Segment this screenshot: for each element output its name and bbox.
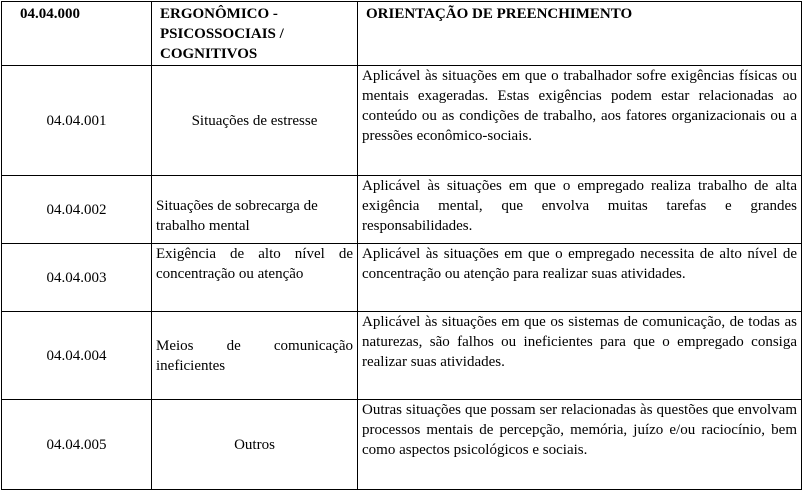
row-category: Situações de estresse — [152, 66, 358, 176]
row-guidance: Aplicável às situações em que os sistemas de comunicação, de todas as naturezas, são falhos ou ineficientes para que o empregado consiga realizar suas atividades. — [358, 312, 802, 400]
row-category: Situações de sobrecarga de trabalho mental — [152, 176, 358, 244]
row-category: Outros — [152, 400, 358, 490]
table-header-row — [2, 2, 802, 66]
row-guidance: Aplicável às situações em que o empregado realiza trabalho de alta exigência mental, que envolva muitas tarefas e grandes responsabilidades. — [358, 176, 802, 244]
table-row — [2, 244, 802, 312]
risk-classification-table — [1, 1, 802, 490]
row-category: Meios de comunicação ineficientes — [152, 312, 358, 400]
row-code: 04.04.003 — [2, 244, 152, 312]
row-guidance: Aplicável às situações em que o empregado necessita de alto nível de concentração ou atenção para realizar suas atividades. — [358, 244, 802, 312]
row-code: 04.04.002 — [2, 176, 152, 244]
table-row — [2, 400, 802, 490]
header-code: 04.04.000 — [2, 2, 152, 66]
table-row — [2, 312, 802, 400]
row-code: 04.04.005 — [2, 400, 152, 490]
table-row — [2, 176, 802, 244]
header-guidance: ORIENTAÇÃO DE PREENCHIMENTO — [358, 2, 802, 66]
header-category: ERGONÔMICO - PSICOSSOCIAIS / COGNITIVOS — [152, 2, 358, 66]
row-guidance: Aplicável às situações em que o trabalhador sofre exigências físicas ou mentais exageradas. Estas exigências podem estar relacionadas ao conteúdo ou as condições de trabalho, aos fatores organizacionais ou a pressões econômico-sociais. — [358, 66, 802, 176]
table-row — [2, 66, 802, 176]
row-code: 04.04.001 — [2, 66, 152, 176]
row-guidance: Outras situações que possam ser relacionadas às questões que envolvam processos mentais de percepção, memória, juízo e/ou raciocínio, bem como aspectos psicológicos e sociais. — [358, 400, 802, 490]
row-category: Exigência de alto nível de concentração ou atenção — [152, 244, 358, 312]
row-code: 04.04.004 — [2, 312, 152, 400]
